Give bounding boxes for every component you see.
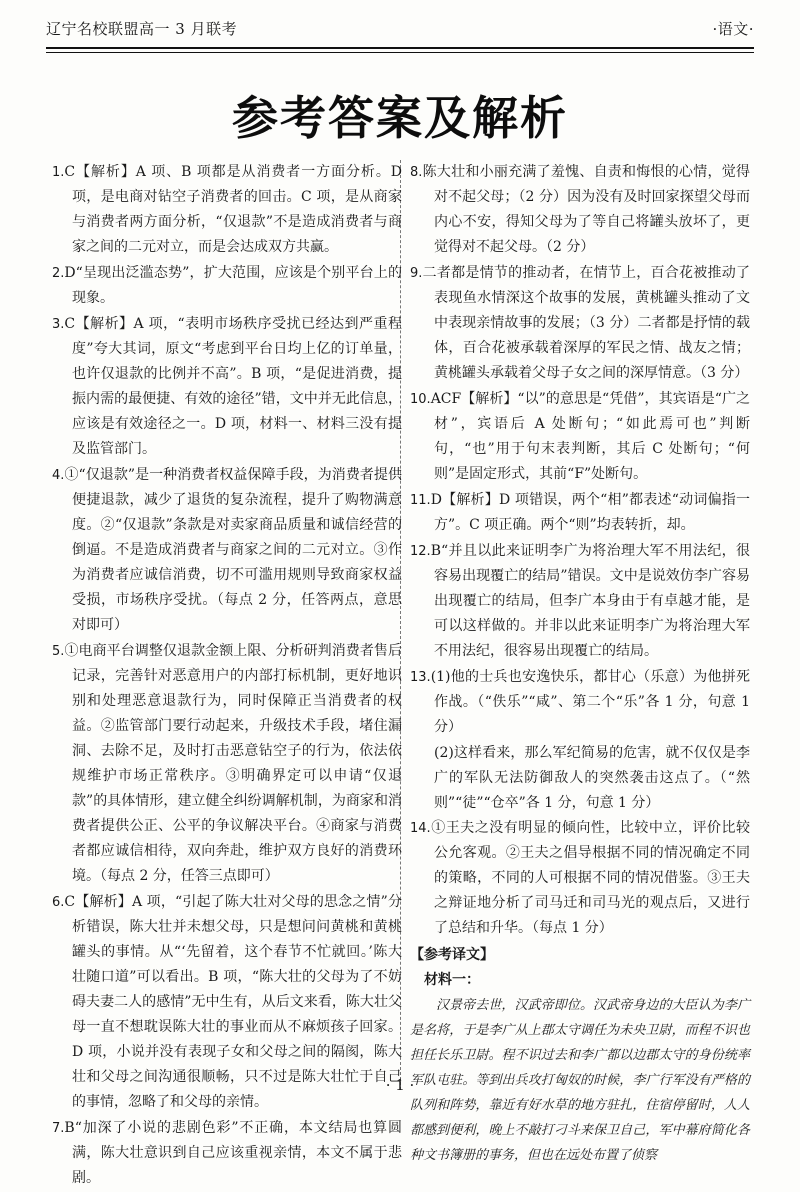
- answer-item-8: 8.陈大壮和小丽充满了羞愧、自责和悔恨的心情，觉得对不起父母；（2 分）因为没有及时回家探望父母而内心不安，得知父母为了等自己将罐头放坏了，更觉得对不起父母。（2 分）: [410, 164, 750, 255]
- reference-translation-heading: 【参考译文】: [410, 947, 494, 963]
- answer-item-4: 4.①“仅退款”是一种消费者权益保障手段，为消费者提供便捷退款，减少了退货的复杂流程，提升了购物满意度。②“仅退款”条款是对卖家商品质量和诚信经营的倒逼。不是造成消费者与商家之间的二元对立。③作为消费者应诚信消费，切不可滥用规则导致商家权益受损，市场秩序受扰。（每点 2 分，任答两点，意思对即可）: [52, 467, 402, 633]
- answer-item-2: 2.D“呈现出泛滥态势”，扩大范围，应该是个别平台上的现象。: [52, 265, 402, 306]
- translation-text: 汉景帝去世，汉武帝即位。汉武帝身边的大臣认为李广是名将，于是李广从上郡太守调任为未央卫尉，而程不识也担任长乐卫尉。程不识过去和李广都以边郡太守的身份统率军队屯驻。等到出兵攻打匈奴的时候，李广行军没有严格的队列和阵势，靠近有好水草的地方驻扎，住宿停留时，人人都感到便利，晚上不敲打刁斗来保卫自己，军中幕府简化各种文书簿册的事务，但也在远处布置了侦察: [410, 998, 750, 1163]
- answer-item-3: 3.C【解析】A 项，“表明市场秩序受扰已经达到严重程度”夸大其词，原文“考虑到平台日均上亿的订单量，也许仅退款的比例并不高”。B 项，“是促进消费，提振内需的最便捷、有效的途径”错，文中并无此信息，应该是有效途径之一。D 项，材料一、材料三没有提及监管部门。: [52, 316, 402, 457]
- material-one-heading: 材料一：: [424, 972, 480, 988]
- answer-item-1: 1.C【解析】A 项、B 项都是从消费者一方面分析。D 项，是电商对钻空子消费者的回击。C 项，是从商家与消费者两方面分析，“仅退款”不是造成消费者与商家之间的二元对立，而是会达成双方共赢。: [52, 164, 402, 255]
- page-header: [46, 10, 754, 46]
- header-rule-thick: [46, 47, 754, 49]
- answer-item-7: 7.B“加深了小说的悲剧色彩”不正确，本文结局也算圆满，陈大壮意识到自己应该重视亲情，本文不属于悲剧。: [52, 1120, 402, 1186]
- header-rule-thin: [46, 52, 754, 53]
- answer-item-6: 6.C【解析】A 项，“引起了陈大壮对父母的思念之情”分析错误，陈大壮并未想父母，只是想问问黄桃和黄桃罐头的事情。从“‘先留着，这个春节不忙就回。’陈大壮随口道”可以看出。B 项，“陈大壮的父母为了不妨碍夫妻二人的感情”无中生有，从后文来看，陈大壮父母一直不想耽误陈大壮的事业而从不麻烦孩子回家。D 项，小说并没有表现子女和父母之间的隔阂，陈大壮和父母之间沟通很顺畅，只不过是陈大壮忙于自己的事情，忽略了和父母的亲情。: [52, 894, 402, 1110]
- answer-item-13-part2: (2)这样看来，那么军纪简易的危害，就不仅仅是李广的军队无法防御敌人的突然袭击这点了。（“然则”“徒”“仓卒”各 1 分，句意 1 分）: [434, 745, 750, 811]
- answer-item-5: 5.①电商平台调整仅退款金额上限、分析研判消费者售后记录，完善针对恶意用户的内部打标机制，更好地识别和处理恶意退款行为，同时保障正当消费者的权益。②监管部门要行动起来，升级技术手段，堵住漏洞、去除不足，及时打击恶意钻空子的行为，依法依规维护市场正常秩序。③明确界定可以申请“仅退款”的具体情形，建立健全纠纷调解机制，为商家和消费者提供公正、公平的争议解决平台。④商家与消费者都应诚信相待，双向奔赴，维护双方良好的消费环境。（每点 2 分，任答三点即可）: [52, 643, 402, 884]
- header-exam-name: 辽宁名校联盟高一 3 月联考: [46, 19, 238, 38]
- answer-item-13: 13.(1)他的士兵也安逸快乐，都甘心（乐意）为他拼死作战。（“佚乐”“咸”、第二个“乐”各 1 分，句意 1 分）: [410, 669, 750, 735]
- left-column: [52, 160, 402, 1192]
- page-number: · 1 ·: [385, 1076, 415, 1094]
- answer-item-9: 9.二者都是情节的推动者，在情节上，百合花被推动了表现鱼水情深这个故事的发展，黄桃罐头推动了文中表现亲情故事的发展；（3 分）二者都是抒情的载体，百合花被承载着深厚的军民之情、战友之情；黄桃罐头承载着父母子女之间的深厚情意。（3 分）: [410, 265, 750, 381]
- answer-item-10: 10.ACF【解析】“以”的意思是“凭借”，其宾语是“广之材”，宾语后 A 处断句；“如此焉可也”判断句，“也”用于句末表判断，其后 C 处断句；“何则”是固定形式，其前“F”处断句。: [410, 391, 750, 482]
- answer-item-14: 14.①王夫之没有明显的倾向性，比较中立，评价比较公允客观。②王夫之倡导根据不同的情况确定不同的策略，不同的人可根据不同的情况借鉴。③王夫之辩证地分析了司马迁和司马光的观点后，又进行了总结和升华。（每点 1 分）: [410, 820, 750, 936]
- answer-item-12: 12.B“并且以此来证明李广为将治理大军不用法纪，很容易出现覆亡的结局”错误。文中是说效仿李广容易出现覆亡的结局，但李广本身由于有卓越才能，是可以这样做的。并非以此来证明李广为将治理大军不用法纪，很容易出现覆亡的结局。: [410, 543, 750, 659]
- right-column: [410, 160, 750, 1168]
- page-title: 参考答案及解析: [232, 91, 568, 145]
- header-subject: ·语文·: [712, 19, 754, 38]
- answer-item-11: 11.D【解析】D 项错误，两个“相”都表述“动词偏指一方”。C 项正确。两个“则”均表转折，却。: [410, 492, 750, 533]
